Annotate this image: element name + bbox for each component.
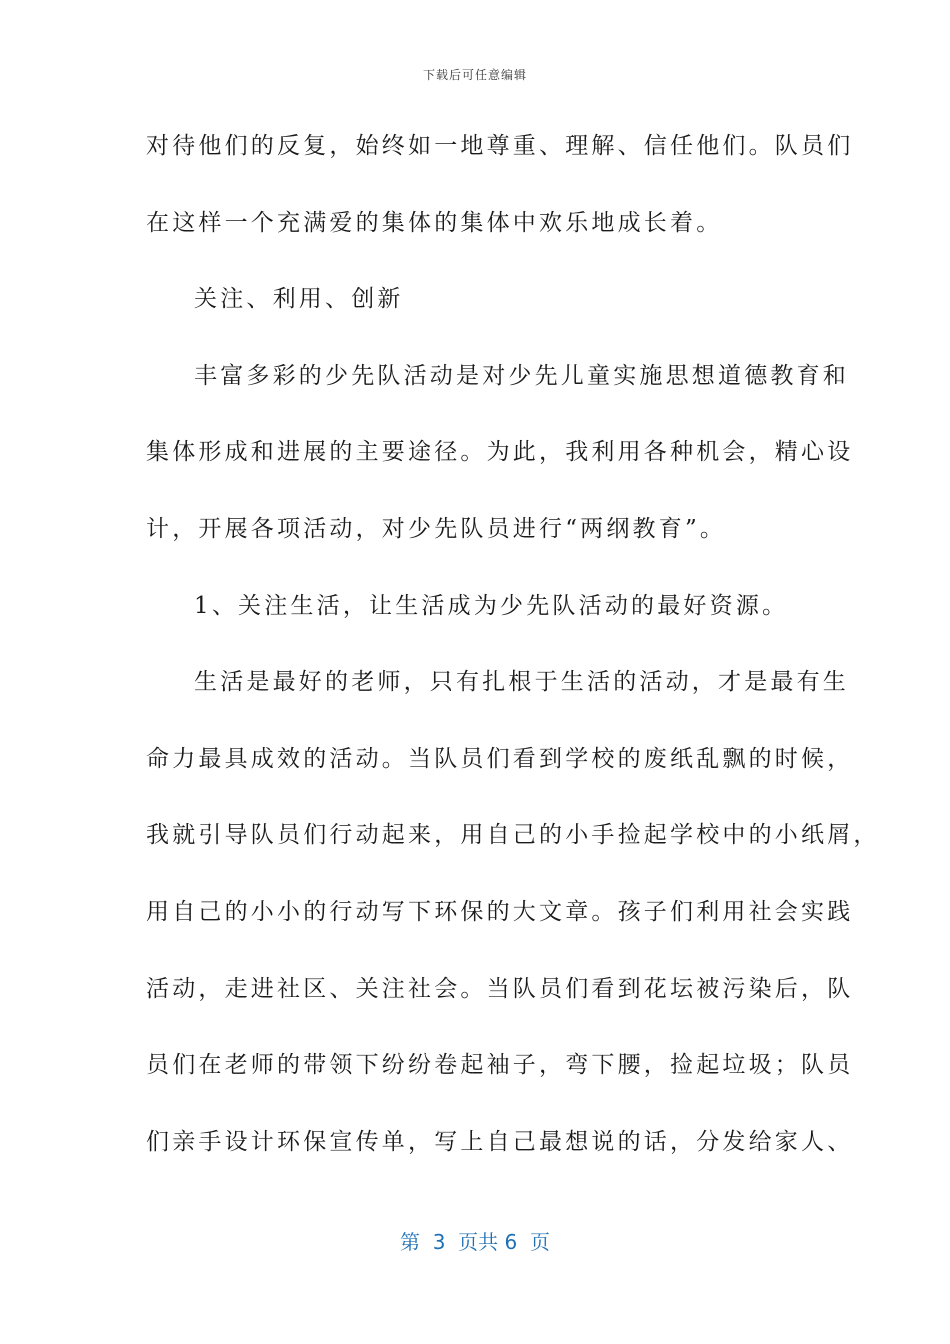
text-line: 我就引导队员们行动起来，用自己的小手捡起学校中的小纸屑， [146, 822, 880, 849]
page-number-footer: 第 3 页共 6 页 [400, 1230, 550, 1254]
text-line: 员们在老师的带领下纷纷卷起袖子，弯下腰，捡起垃圾；队员 [146, 1052, 854, 1079]
text-line: 生活是最好的老师，只有扎根于生活的活动，才是最有生 [194, 669, 849, 696]
text-line: 活动，走进社区、关注社会。当队员们看到花坛被污染后，队 [146, 975, 854, 1002]
text-line: 计，开展各项活动，对少先队员进行“两纲教育”。 [146, 515, 727, 542]
section-heading: 关注、利用、创新 [194, 286, 404, 313]
document-body [146, 120, 880, 1192]
text-line: 丰富多彩的少先队活动是对少先儿童实施思想道德教育和 [194, 362, 849, 389]
text-line: 用自己的小小的行动写下环保的大文章。孩子们利用社会实践 [146, 898, 854, 925]
text-line: 们亲手设计环保宣传单，写上自己最想说的话，分发给家人、 [146, 1128, 854, 1155]
text-line: 在这样一个充满爱的集体的集体中欢乐地成长着。 [146, 209, 723, 236]
text-line: 命力最具成效的活动。当队员们看到学校的废纸乱飘的时候， [146, 745, 854, 772]
subsection-heading: 1、关注生活，让生活成为少先队活动的最好资源。 [194, 592, 789, 619]
text-line: 对待他们的反复，始终如一地尊重、理解、信任他们。队员们 [146, 133, 854, 159]
text-line: 集体形成和进展的主要途径。为此，我利用各种机会，精心设 [146, 439, 854, 466]
page-header: 下载后可任意编辑 [422, 68, 527, 82]
